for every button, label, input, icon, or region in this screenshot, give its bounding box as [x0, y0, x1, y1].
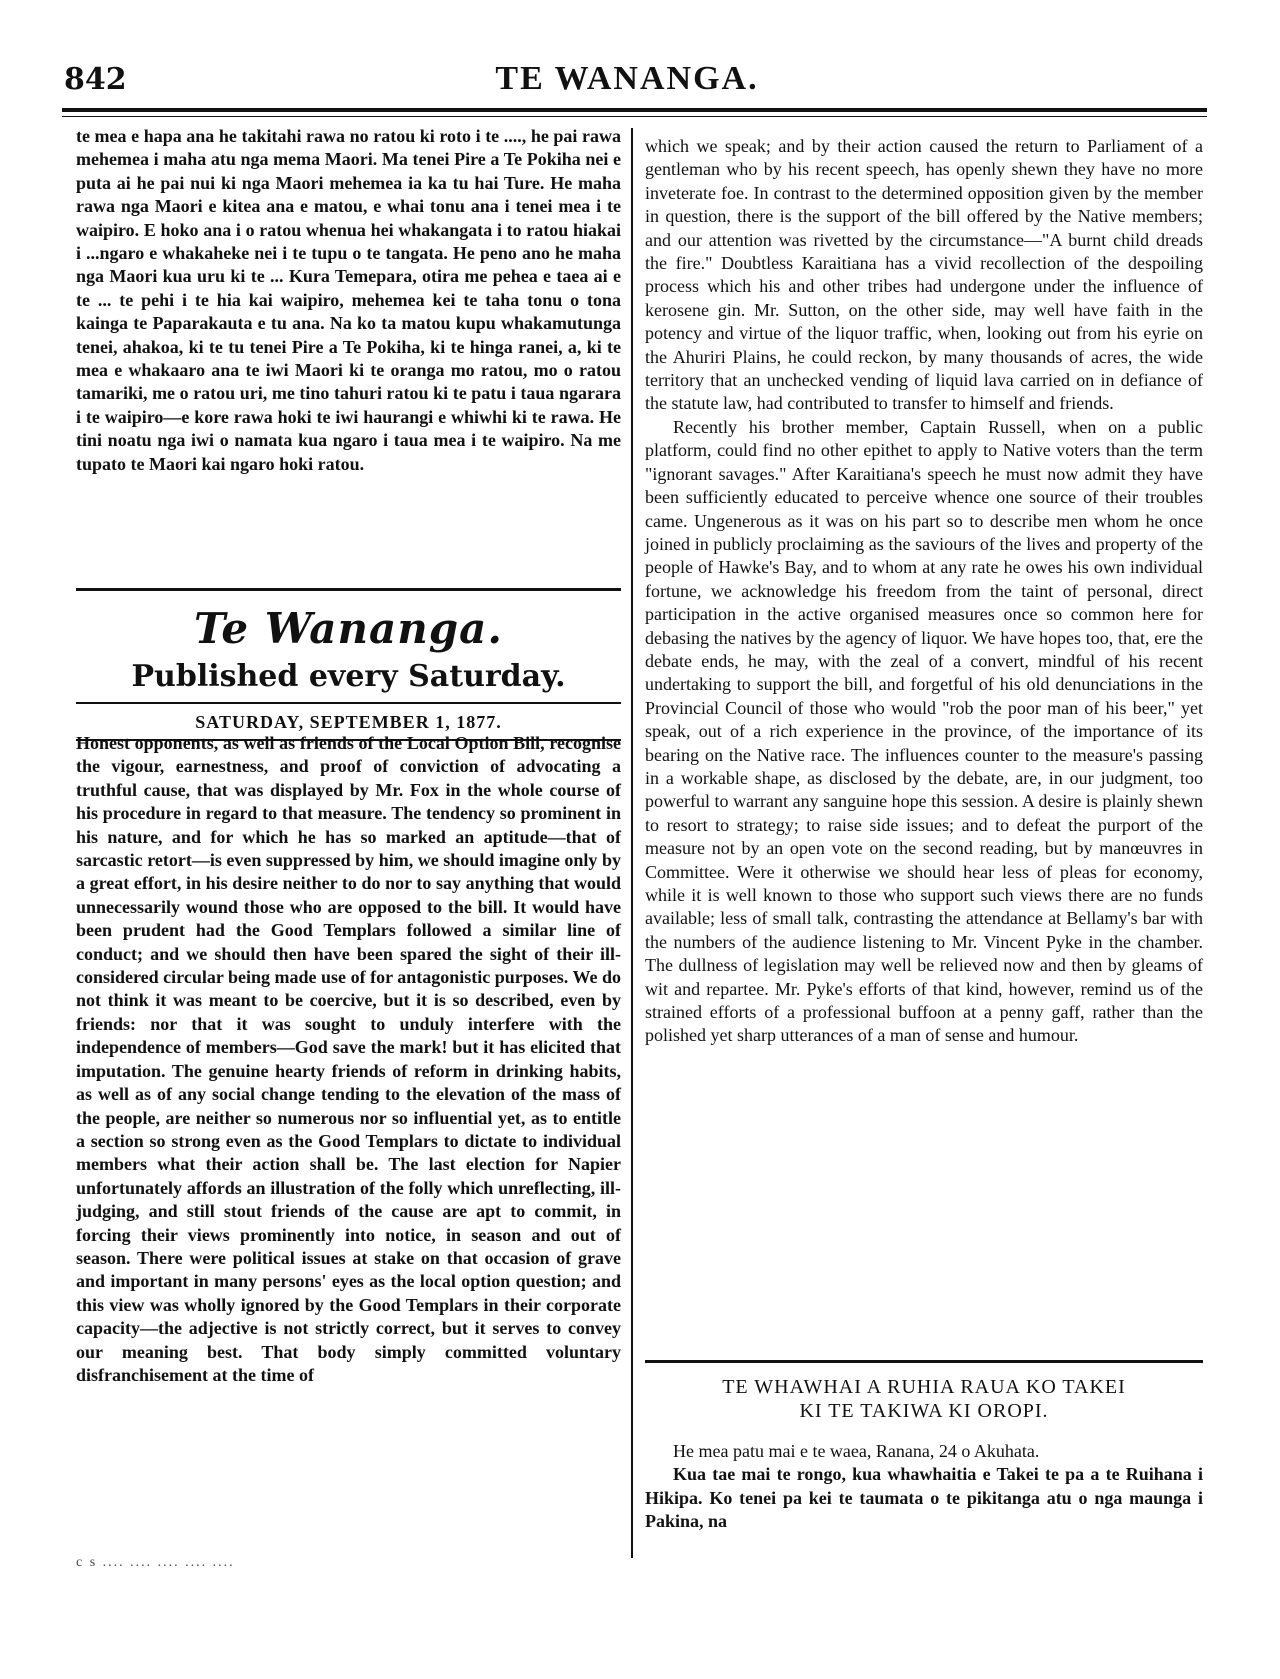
- masthead: [76, 604, 621, 741]
- page-number: 842: [64, 62, 127, 97]
- footer-fragment: c s .... .... .... .... ....: [76, 1555, 235, 1570]
- page-header: [62, 58, 1192, 110]
- header-rule: [62, 108, 1207, 112]
- paragraph: te mea e hapa ana he takitahi rawa no ratou ki roto i te ...., he pai rawa mehemea i maha atu nga mema Maori. Ma tenei Pire a Te Pokiha nei e puta ai he pai nui ki nga Maori mehemea ia ka tu hai Ture. He maha rawa nga Maori e kitea ana e matou, e whai tonu ana i tenei mea i te waipiro. E hoko ana i o ratou whenua hei whakangata i to ratou hiakai i ...ngaro e whakaheke nei i te tupu o te tangata. He peno ano he maha nga Maori kua uru ki te ... Kura Temepara, otira me pehea e taea ai e te ... te pehi i te hia kai waipiro, mehemea kei te taha tonu o tona kainga te Paparakauta e tu ana. Na ko ta matou kupu whakamutunga tenei, ahakoa, ki te tu tenei Pire a Te Pokiha, ki te hinga ranei, a, ki te mea e whakaaro ana te iwi Maori ki te oranga mo ratou, mo o ratou tamariki, me o ratou uri, me tino tahuri ratou ki te patu i taua ngarara i te waipiro—e kore rawa hoki te iwi haurangi e whiwhi ki te rawa. He tini noatu nga iwi o namata kua ngaro i taua mea i te waipiro. Na me tupato te Maori kai ngaro hoki ratou.: [76, 126, 621, 474]
- article-heading-line: TE WHAWHAI A RUHIA RAUA KO TAKEI: [722, 1376, 1126, 1398]
- masthead-subtitle: Published every Saturday.: [131, 659, 566, 694]
- header-rule-thin: [62, 116, 1207, 117]
- left-column-top: [76, 125, 621, 476]
- left-column-editorial: [76, 732, 621, 1387]
- paragraph: He mea patu mai e te waea, Ranana, 24 o Akuhata.: [673, 1441, 1040, 1461]
- article-heading: [645, 1375, 1203, 1423]
- masthead-rule: [76, 702, 621, 704]
- running-title: TE WANANGA.: [495, 60, 759, 97]
- article-rule: [645, 1360, 1203, 1363]
- right-column: [645, 135, 1203, 1048]
- paragraph: Recently his brother member, Captain Russell, when on a public platform, could find no other epithet to apply to Native voters than the term "ignorant savages." After Karaitiana's speech he must now admit they have been sufficiently educated to perceive whence one source of their troubles came. Ungenerous as it was on his part so to describe men whom he once joined in publicly proclaiming as the saviours of the lives and property of the people of Hawke's Bay, and to whom at any rate he owes his own individual fortune, we acknowledge his freedom from the taint of personal, direct participation in the active organised measures once so common here for debasing the natives by the agency of liquor. We have hopes too, that, ere the debate ends, he may, with the zeal of a convert, mindful of his recent undertaking to support the bill, and forgetful of his old denunciations in the Provincial Council of those who would "rob the poor man of his beer," yet speak, out of a rich experience in the province, of the importance of its bearing on the Native race. The influences counter to the measure's passing in a workable shape, as disclosed by the debate, are, in our judgment, too powerful to warrant any sanguine hope this session. A desire is plainly shewn to resort to strategy; to raise side issues; and to defeat the purport of the measure not by an open vote on the second reading, but by manœuvres in Committee. Were it otherwise we should hear less of pleas for economy, while it is well known to those who support such views there are no funds available; less of small talk, contrasting the attendance at Bellamy's bar with the numbers of the audience listening to Mr. Vincent Pyke in the chamber. The dullness of legislation may well be relieved now and then by gleams of wit and repartee. Mr. Pyke's efforts of that kind, however, remind us of the strained efforts of a professional buffoon at a penny gaff, rather than the polished yet sharp utterances of a man of sense and humour.: [645, 416, 1203, 1046]
- masthead-date: SATURDAY, SEPTEMBER 1, 1877.: [195, 712, 502, 732]
- article-heading-line: KI TE TAKIWA KI OROPI.: [799, 1400, 1049, 1422]
- article-body: [645, 1440, 1203, 1534]
- paragraph: Honest opponents, as well as friends of the Local Option Bill, recognise the vigour, earnestness, and proof of conviction of advocating a truthful cause, that was displayed by Mr. Fox in the whole course of his procedure in regard to that measure. The tendency so prominent in his nature, and for which he has so marked an aptitude—that of sarcastic retort—is even suppressed by him, we should imagine only by a great effort, in his desire neither to do nor to say anything that would unnecessarily wound those who are opposed to the bill. It would have been prudent had the Good Templars followed a similar line of conduct; and we should then have been spared the sight of their ill-considered circular being made use of for antagonistic purposes. We do not think it was meant to be coercive, but it is so described, even by friends: nor that it was sought to unduly interfere with the independence of members—God save the mark! but it has elicited that imputation. The genuine hearty friends of reform in drinking habits, as well as of any social change tending to the elevation of the mass of the people, are neither so numerous nor so influential yet, as to entitle a section so strong even as the Good Templars to dictate to individual members what their action shall be. The last election for Napier unfortunately affords an illustration of the folly which unreflecting, ill-judging, and still stout friends of the cause are apt to commit, in forcing their views prominently into notice, in season and out of season. There were political issues at stake on that occasion of grave and important in many persons' eyes as the local option question; and this view was wholly ignored by the Good Templars in their corporate capacity—the adjective is not strictly correct, but it serves to convey our meaning best. That body simply committed voluntary disfranchisement at the time of: [76, 733, 621, 1385]
- column-divider: [631, 128, 633, 1558]
- masthead-rule-top: [76, 588, 621, 591]
- paragraph: Kua tae mai te rongo, kua whawhaitia e Takei te pa a te Ruihana i Hikipa. Ko tenei pa kei te taumata o te pikitanga atu o nga maunga i Pakina, na: [645, 1464, 1203, 1532]
- paragraph: which we speak; and by their action caused the return to Parliament of a gentleman who by his recent speech, has openly shewn they have no more inveterate foe. In contrast to the determined opposition given by the member in question, there is the support of the bill offered by the Native members; and our attention was rivetted by the circumstance—"A burnt child dreads the fire." Doubtless Karaitiana has a vivid recollection of the despoiling process which his and other tribes had undergone under the influence of kerosene gin. Mr. Sutton, on the other side, may well have faith in the potency and virtue of the liquor traffic, when, looking out from his eyrie on the Ahuriri Plains, he could reckon, by many thousands of acres, the wide territory that an unchecked vending of liquid lava carried on in defiance of the statute law, had contributed to transfer to himself and friends.: [645, 136, 1203, 414]
- masthead-title: Te Wananga.: [194, 604, 503, 653]
